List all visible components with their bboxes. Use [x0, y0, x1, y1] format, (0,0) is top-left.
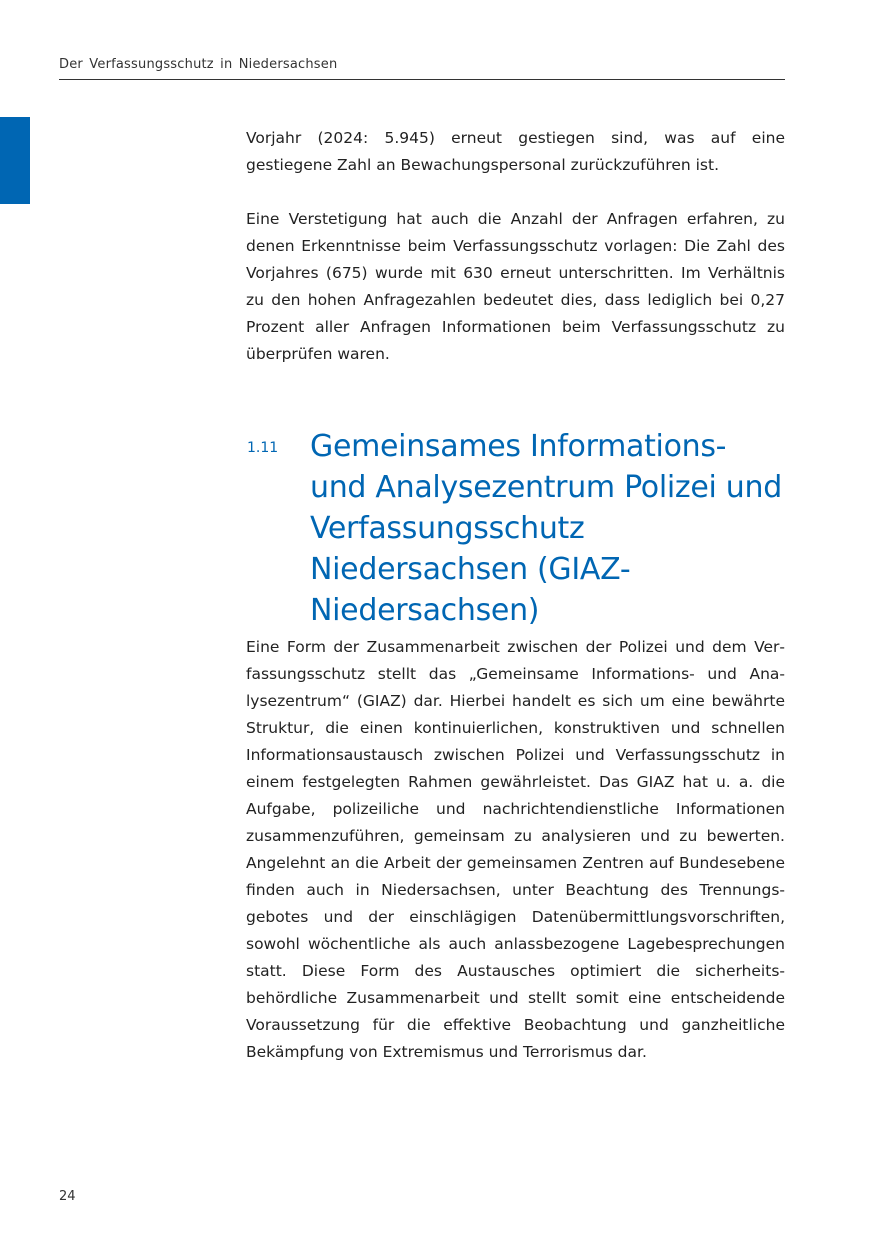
main-content: [246, 125, 785, 1066]
body-paragraph-2: Eine Verstetigung hat auch die Anzahl der Anfragen erfahren, zu denen Erkenntnisse beim Verfassungsschutz vorlagen: Die Zahl des Vorjahres (675) wurde mit 630 erneut unterschritten. Im Verhältnis zu den hohen Anfragezahlen bedeutet dies, dass lediglich bei 0,27 Prozent aller Anfragen Informationen beim Verfassungsschutz zu überprüfen waren.: [246, 210, 785, 363]
section-number: 1.11: [247, 440, 279, 456]
body-paragraph-1: Vorjahr (2024: 5.945) erneut gestiegen sind, was auf eine gestiegene Zahl an Bewachungspersonal zurückzuführen ist.: [246, 129, 785, 174]
page-number: 24: [59, 1189, 76, 1204]
section-heading: [246, 426, 785, 628]
section-title: Gemeinsames Informations- und Analysezentrum Polizei und Verfassungsschutz Niedersachsen (GIAZ-Niedersachsen): [310, 429, 782, 628]
section-paragraph: Eine Form der Zusammenarbeit zwischen der Polizei und dem Verfassungsschutz stellt das „Gemeinsame Informations- und Analysezentrum“ (GIAZ) dar. Hierbei handelt es sich um eine bewährte Struktur, die einen kontinuierlichen, konstruktiven und schnellen Informationsaustausch zwischen Polizei und Verfassungsschutz in einem festgelegten Rahmen gewährleistet. Das GIAZ hat u. a. die Aufgabe, polizeiliche und nachrichtendienstliche Informationen zusammenzuführen, gemeinsam zu analysieren und zu bewerten. Angelehnt an die Arbeit der gemeinsamen Zentren auf Bundesebene finden auch in Niedersachsen, unter Beachtung des Trennungsgebotes und der einschlägigen Datenübermittlungsvorschriften, sowohl wöchentliche als auch anlassbezogene Lagebesprechungen statt. Diese Form des Austausches optimiert die sicherheitsbehördliche Zusammenarbeit und stellt somit eine entscheidende Voraussetzung für die effektive Beobachtung und ganzheitliche Bekämpfung von Extremismus und Terrorismus dar.: [246, 638, 785, 1061]
chapter-side-tab: [0, 117, 30, 204]
running-header: Der Verfassungsschutz in Niedersachsen: [59, 57, 338, 72]
header-rule: [59, 79, 785, 80]
